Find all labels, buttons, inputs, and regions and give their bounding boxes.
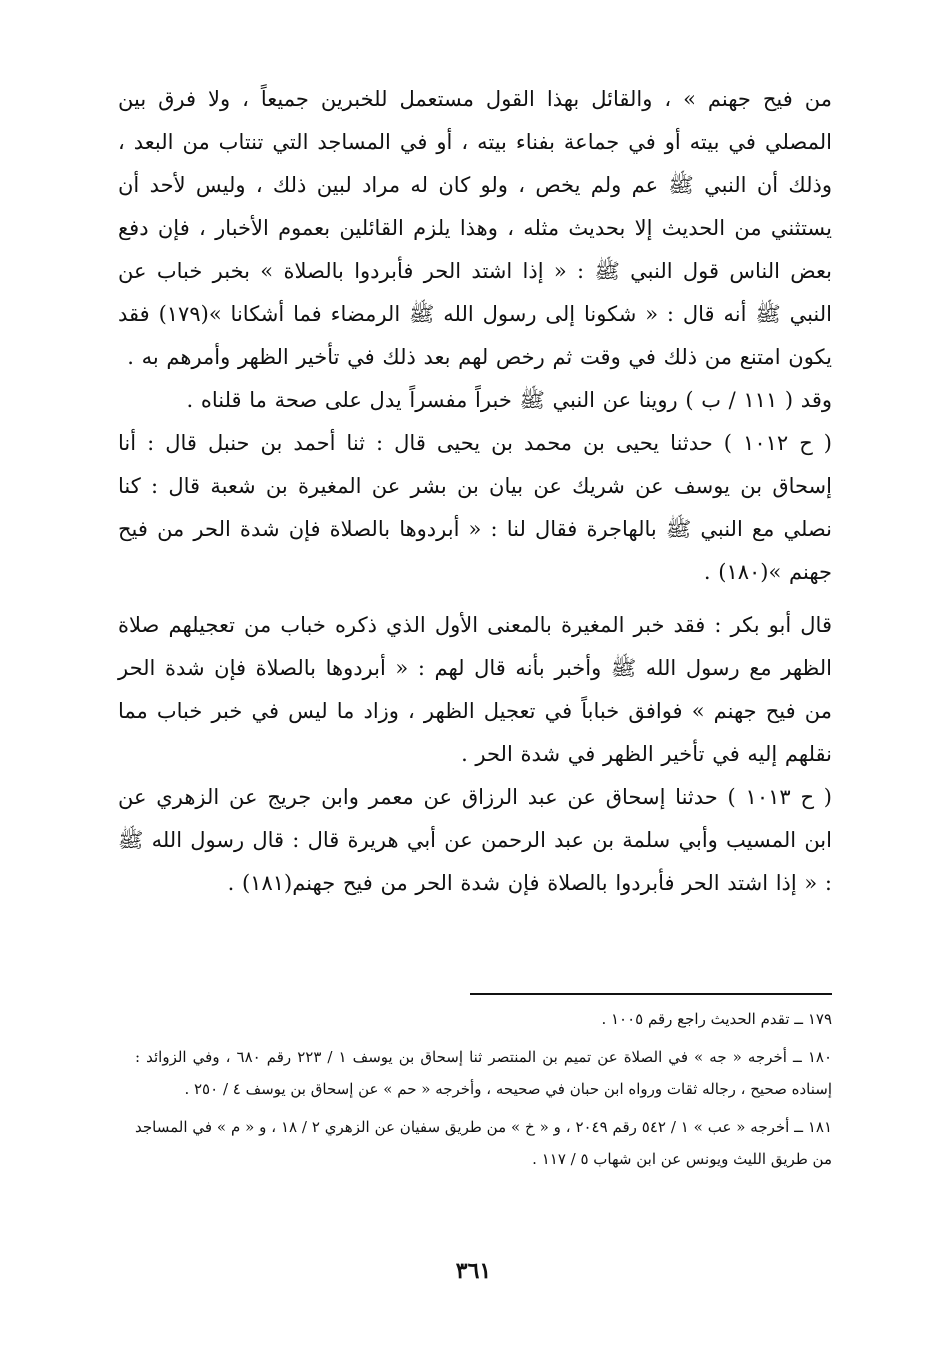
paragraph-hadith-1012: ( ح ١٠١٢ ) حدثنا يحيى بن محمد بن يحيى قال : ثنا أحمد بن حنبل قال : أنا إسحاق بن يوسف عن شريك عن بيان بن بشر عن المغيرة بن شعبة قال : كنا نصلي مع النبي ﷺ بالهاجرة فقال لنا : « أبردوها بالصلاة فإن شدة الحر من فيح جهنم »(١٨٠) . bbox=[118, 431, 832, 584]
footnote-divider bbox=[470, 993, 832, 995]
paragraph-2: وقد ( ١١١ / ب ) روينا عن النبي ﷺ خبراً مفسراً يدل على صحة ما قلناه . bbox=[186, 388, 832, 412]
footnote-179: ١٧٩ ــ تقدم الحديث راجع رقم ١٠٠٥ . bbox=[601, 1010, 832, 1028]
paragraph-abu-bakr: قال أبو بكر : فقد خبر المغيرة بالمعنى الأول الذي ذكره خباب من تعجيلهم صلاة الظهر مع رسول الله ﷺ وأخبر بأنه قال لهم : « أبردوها بالصلاة فإن شدة الحر من فيح جهنم » فوافق خباباً في تعجيل الظهر ، وزاد ما ليس في خبر خباب مما نقلهم إليه في تأخير الظهر في شدة الحر . bbox=[118, 613, 832, 766]
footnote-180: ١٨٠ ــ أخرجه « جه » في الصلاة عن تميم بن المنتصر ثنا إسحاق بن يوسف ١ / ٢٢٣ رقم ٦٨٠ ، وفي الزوائد : إسناده صحيح ، رجاله ثقات ورواه ابن حبان في صحيحه ، وأخرجه « حم » عن إسحاق بن يوسف ٤ / ٢٥٠ . bbox=[135, 1048, 832, 1098]
footnote-181: ١٨١ ــ أخرجه « عب » ١ / ٥٤٢ رقم ٢٠٤٩ ، و « خ » من طريق سفيان عن الزهري ٢ / ١٨ ، و « م » في المساجد من طريق الليث ويونس عن ابن شهاب ٥ / ١١٧ . bbox=[135, 1118, 832, 1168]
main-text bbox=[118, 78, 832, 905]
paragraph-hadith-1013: ( ح ١٠١٣ ) حدثنا إسحاق عن عبد الرزاق عن معمر وابن جريج عن الزهري عن ابن المسيب وأبي سلمة بن عبد الرحمن عن أبي هريرة قال : قال رسول الله ﷺ : « إذا اشتد الحر فأبردوا بالصلاة فإن شدة الحر من فيح جهنم(١٨١) . bbox=[118, 785, 832, 895]
footnotes bbox=[135, 1003, 832, 1175]
paragraph-1: من فيح جهنم » ، والقائل بهذا القول مستعمل للخبرين جميعاً ، ولا فرق بين المصلي في بيته أو في جماعة بفناء بيته ، أو في المساجد التي تنتاب من البعد ، وذلك أن النبي ﷺ عم ولم يخص ، ولو كان له مراد لبين ذلك ، وليس لأحد أن يستثني من الحديث إلا بحديث مثله ، وهذا يلزم القائلين بعموم الأخبار ، فإن دفع بعض الناس قول النبي ﷺ : « إذا اشتد الحر فأبردوا بالصلاة » بخبر خباب عن النبي ﷺ أنه قال : « شكونا إلى رسول الله ﷺ الرمضاء فما أشكانا »(١٧٩) فقد يكون امتنع من ذلك في وقت ثم رخص لهم بعد ذلك في تأخير الظهر وأمرهم به . bbox=[118, 87, 832, 369]
page-number: ٣٦١ bbox=[455, 1258, 492, 1284]
